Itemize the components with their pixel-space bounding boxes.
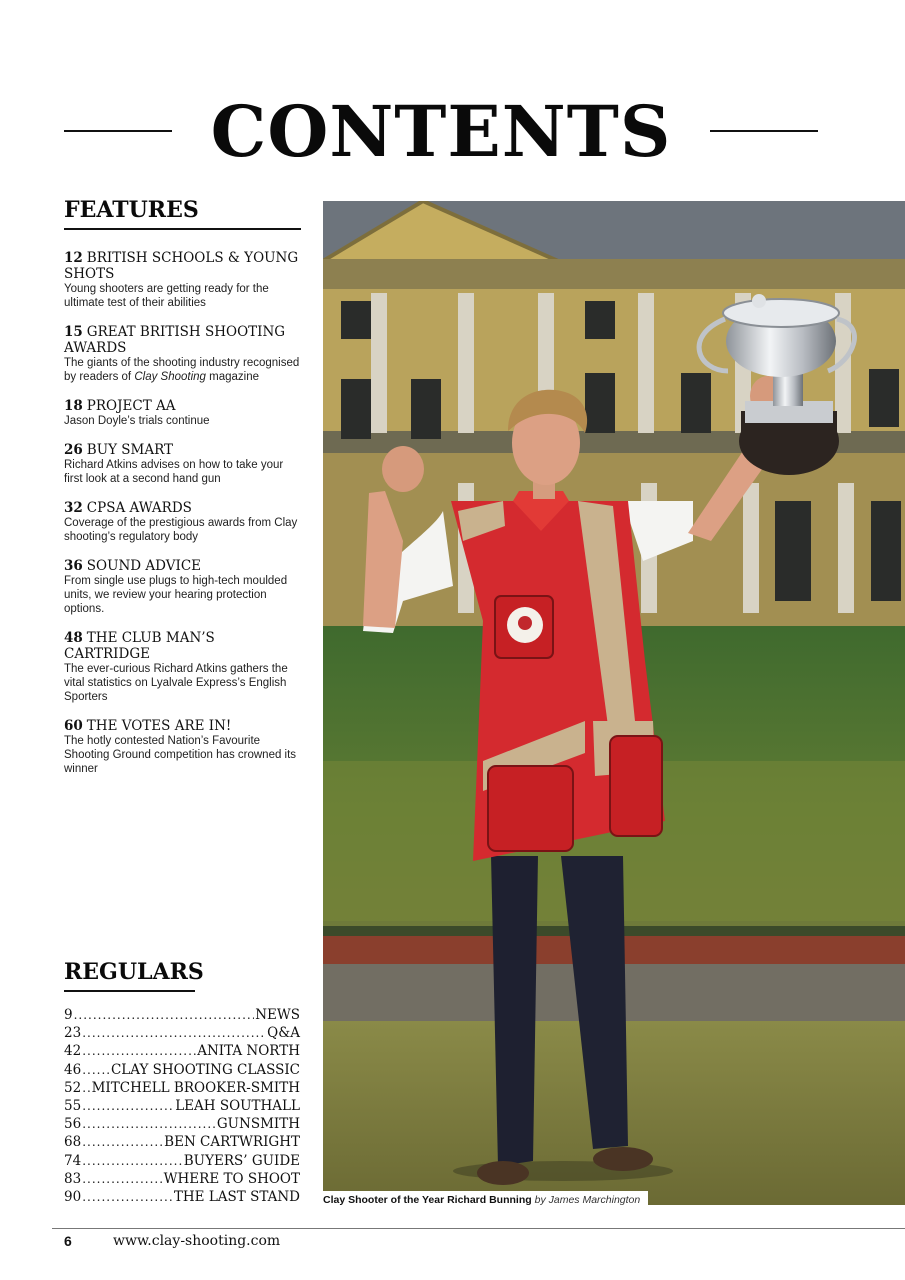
feature-title <box>64 500 304 516</box>
feature-title-text: THE CLUB MAN’S CARTRIDGE <box>64 630 215 662</box>
regular-item[interactable] <box>64 1189 300 1207</box>
cover-photo <box>323 201 905 1205</box>
feature-item[interactable] <box>64 324 304 384</box>
feature-title-text: BUY SMART <box>86 442 174 458</box>
regular-item[interactable] <box>64 1134 300 1152</box>
regular-page-number: 90 <box>64 1188 82 1205</box>
feature-title-text: PROJECT AA <box>86 398 176 414</box>
regular-page-number: 46 <box>64 1061 82 1078</box>
regular-item[interactable] <box>64 1007 300 1025</box>
feature-title-text: GREAT BRITISH SHOOTING AWARDS <box>64 324 286 356</box>
magazine-name: Clay Shooting <box>134 371 206 383</box>
dot-leader <box>82 1117 216 1131</box>
feature-title <box>64 442 304 458</box>
regular-page-number: 55 <box>64 1097 82 1114</box>
feature-item[interactable] <box>64 718 304 776</box>
feature-page-number: 48 <box>64 630 83 646</box>
feature-description: Young shooters are getting ready for the ultimate test of their abilities <box>64 283 269 309</box>
feature-page-number: 32 <box>64 500 83 516</box>
dot-leader <box>82 1099 174 1113</box>
regular-item[interactable] <box>64 1025 300 1043</box>
regular-page-number: 9 <box>64 1007 73 1023</box>
dot-leader <box>82 1026 266 1040</box>
photo-caption <box>323 1191 648 1209</box>
regular-name: WHERE TO SHOOT <box>163 1170 300 1187</box>
contents-title-row <box>64 92 818 172</box>
regular-name: THE LAST STAND <box>173 1188 300 1205</box>
feature-title-text: SOUND ADVICE <box>86 558 202 574</box>
regular-name: CLAY SHOOTING CLASSIC <box>110 1061 300 1078</box>
regular-item[interactable] <box>64 1153 300 1171</box>
website-url[interactable]: www.clay-shooting.com <box>113 1233 281 1249</box>
regular-item[interactable] <box>64 1080 300 1098</box>
features-heading: FEATURES <box>64 197 301 230</box>
dot-leader <box>82 1044 196 1058</box>
regular-page-number: 74 <box>64 1152 82 1169</box>
feature-title-text: CPSA AWARDS <box>86 500 192 516</box>
feature-description: From single use plugs to high-tech moulded units, we review your hearing protection options. <box>64 575 288 615</box>
feature-page-number: 26 <box>64 442 83 458</box>
dot-leader <box>82 1190 173 1204</box>
feature-description: Jason Doyle’s trials continue <box>64 415 210 427</box>
feature-description: Richard Atkins advises on how to take your first look at a second hand gun <box>64 459 284 485</box>
feature-title-text: BRITISH SCHOOLS & YOUNG SHOTS <box>64 250 299 282</box>
feature-page-number: 36 <box>64 558 83 574</box>
regular-item[interactable] <box>64 1043 300 1061</box>
feature-item[interactable] <box>64 500 304 544</box>
regular-name: BUYERS’ GUIDE <box>183 1152 300 1169</box>
regular-page-number: 83 <box>64 1170 82 1187</box>
page-title: CONTENTS <box>210 90 672 173</box>
regular-name: MITCHELL BROOKER-SMITH <box>91 1079 300 1096</box>
regulars-list <box>64 1007 300 1207</box>
regular-name: Q&A <box>267 1025 300 1042</box>
feature-title <box>64 250 304 282</box>
regular-name: ANITA NORTH <box>197 1043 300 1060</box>
feature-page-number: 12 <box>64 250 83 266</box>
feature-title <box>64 718 304 734</box>
caption-subject: Clay Shooter of the Year Richard Bunning <box>323 1194 532 1206</box>
regulars-heading: REGULARS <box>64 959 195 992</box>
regular-page-number: 68 <box>64 1134 82 1151</box>
dot-leader <box>74 1008 255 1022</box>
regular-item[interactable] <box>64 1062 300 1080</box>
regular-item[interactable] <box>64 1171 300 1189</box>
regular-name: GUNSMITH <box>216 1116 300 1133</box>
feature-item[interactable] <box>64 442 304 486</box>
feature-title <box>64 630 304 662</box>
dot-leader <box>82 1154 183 1168</box>
feature-description: The ever-curious Richard Atkins gathers the vital statistics on Lyalvale Express’s English Sporters <box>64 663 288 703</box>
feature-page-number: 15 <box>64 324 83 340</box>
regular-item[interactable] <box>64 1116 300 1134</box>
dot-leader <box>82 1135 163 1149</box>
feature-page-number: 60 <box>64 718 83 734</box>
regular-name: NEWS <box>255 1007 300 1023</box>
feature-title-text: THE VOTES ARE IN! <box>86 718 232 734</box>
regular-item[interactable] <box>64 1098 300 1116</box>
regular-name: LEAH SOUTHALL <box>175 1097 300 1114</box>
footer-rule <box>52 1228 905 1229</box>
title-rule-right <box>710 130 818 132</box>
feature-title <box>64 398 304 414</box>
feature-page-number: 18 <box>64 398 83 414</box>
regular-page-number: 56 <box>64 1116 82 1133</box>
regular-page-number: 23 <box>64 1025 82 1042</box>
feature-title <box>64 324 304 356</box>
feature-title <box>64 558 304 574</box>
feature-item[interactable] <box>64 398 304 428</box>
feature-description: Coverage of the prestigious awards from Clay shooting’s regulatory body <box>64 517 298 543</box>
feature-desc-part: magazine <box>205 371 259 383</box>
regular-page-number: 52 <box>64 1079 82 1096</box>
feature-description: The hotly contested Nation’s Favourite Shooting Ground competition has crowned its winner <box>64 735 297 775</box>
features-list <box>64 250 304 790</box>
feature-item[interactable] <box>64 558 304 616</box>
regular-page-number: 42 <box>64 1043 82 1060</box>
feature-item[interactable] <box>64 630 304 704</box>
photo-credit: by James Marchington <box>534 1194 641 1206</box>
page-number: 6 <box>64 1233 72 1249</box>
regular-name: BEN CARTWRIGHT <box>164 1134 300 1151</box>
dot-leader <box>82 1081 90 1095</box>
feature-desc-part: The giants of the shooting industry recognised by readers of <box>64 357 300 383</box>
feature-item[interactable] <box>64 250 304 310</box>
dot-leader <box>82 1063 110 1077</box>
feature-description <box>64 356 304 384</box>
dot-leader <box>82 1172 162 1186</box>
